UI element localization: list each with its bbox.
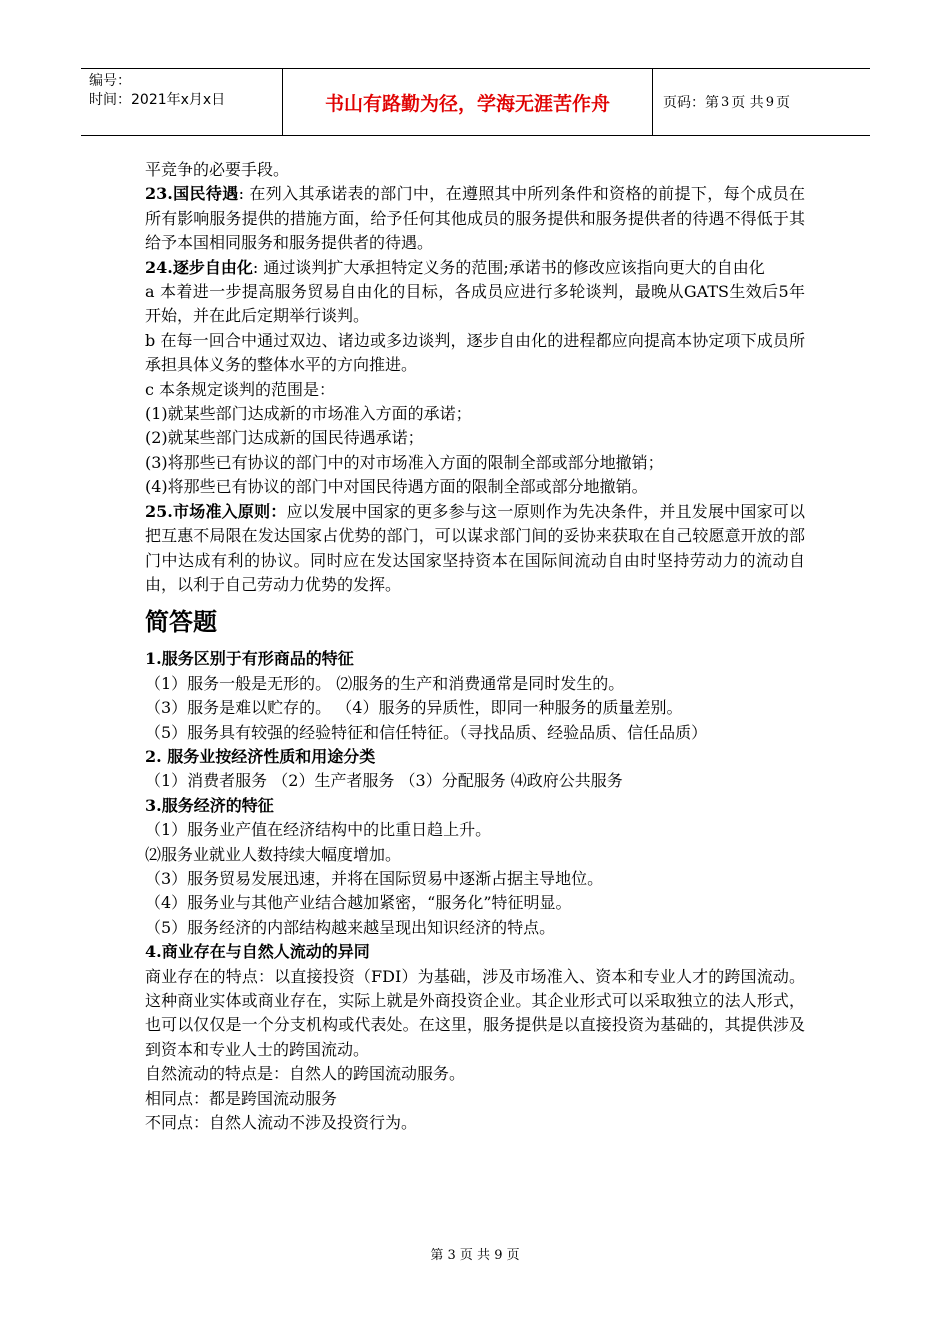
header-page-number: 3: [721, 94, 730, 110]
page-header: [81, 68, 870, 136]
header-left-cell: [81, 69, 282, 135]
header-motto: 书山有路勤为径，学海无涯苦作舟: [282, 69, 653, 135]
question-2-line: （1）消费者服务 （2）生产者服务 （3）分配服务 ⑷政府公共服务: [145, 771, 623, 791]
question-3-line: （4）服务业与其他产业结合越加紧密，“服务化”特征明显。: [145, 893, 572, 913]
question-4-line: 相同点：都是跨国流动服务: [145, 1088, 338, 1108]
question-1-line: （5）服务具有较强的经验特征和信任特征。（寻找品质、经验品质、信任品质）: [145, 722, 708, 742]
header-date-label: 时间：2021年x月x日: [89, 92, 226, 108]
item-23-text: : 在列入其承诺表的部门中，在遵照其中所列条件和资格的前提下，每个成员在所有影响服务提供的措施方面，给予任何其他成员的服务提供和服务提供者的待遇不得低于其给予本国相同服务和服务提供者的待遇。: [145, 184, 805, 253]
question-4-line: 自然流动的特点是：自然人的跨国流动服务。: [145, 1064, 466, 1084]
item-24-c1: (1)就某些部门达成新的市场准入方面的承诺；: [145, 404, 472, 424]
item-23-term: 23.国民待遇: [145, 184, 239, 204]
item-24-b: b 在每一回合中通过双边、诸边或多边谈判，逐步自由化的进程都应向提高本协定项下成员所承担具体义务的整体水平的方向推进。: [145, 330, 805, 375]
question-1-line: （1）服务一般是无形的。 ⑵服务的生产和消费通常是同时发生的。: [145, 673, 625, 693]
item-24-c2: (2)就某些部门达成新的国民待遇承诺；: [145, 428, 424, 448]
item-24-a: a 本着进一步提高服务贸易自由化的目标，各成员应进行多轮谈判，最晚从GATS生效后5年开始，并在此后定期举行谈判。: [145, 282, 805, 326]
header-page-total: 9: [765, 94, 775, 110]
page-footer: 第 3 页 共 9 页: [430, 1248, 520, 1263]
question-1-line: （3）服务是难以贮存的。 （4）服务的异质性，即同一种服务的质量差别。: [145, 698, 683, 718]
item-25-text: 应以发展中国家的更多参与这一原则作为先决条件，并且发展中国家可以把互惠不局限在发达国家占优势的部门，可以谋求部门间的妥协来获取在自己较愿意开放的部门中达成有利的协议。同时应在发达国家坚持资本在国际间流动自由时坚持劳动力的流动自由，以利于自己劳动力优势的发挥。: [145, 501, 805, 594]
item-24: [145, 256, 805, 280]
item-24-c4: (4)将那些已有协议的部门中对国民待遇方面的限制全部或部分地撤销。: [145, 477, 648, 497]
question-1-title: 1.服务区别于有形商品的特征: [145, 649, 354, 669]
item-23: [145, 182, 805, 255]
item-24-term: 24.逐步自由化: [145, 257, 253, 277]
header-page-mid: 页 共: [731, 95, 764, 111]
item-24-text: : 通过谈判扩大承担特定义务的范围;承诺书的修改应该指向更大的自由化: [252, 257, 765, 277]
header-page-prefix: 页码：第: [663, 95, 719, 111]
question-3-line: ⑵服务业就业人数持续大幅度增加。: [145, 844, 402, 864]
item-25-term: 25.市场准入原则：: [145, 501, 287, 521]
section-heading: 简答题: [145, 608, 217, 637]
question-4-title: 4.商业存在与自然人流动的异同: [145, 942, 370, 962]
header-number-label: 编号：: [89, 73, 131, 89]
item-24-c: c 本条规定谈判的范围是：: [145, 379, 336, 399]
question-3-line: （3）服务贸易发展迅速，并将在国际贸易中逐渐占据主导地位。: [145, 868, 604, 888]
question-3-line: （1）服务业产值在经济结构中的比重日趋上升。: [145, 820, 492, 840]
question-3-line: （5）服务经济的内部结构越来越呈现出知识经济的特点。: [145, 917, 556, 937]
item-25: [145, 500, 805, 598]
header-page-info: [653, 69, 870, 135]
question-4-line: 不同点：自然人流动不涉及投资行为。: [145, 1113, 418, 1133]
document-body: [145, 158, 805, 1135]
question-4-line: 商业存在的特点：以直接投资（FDI）为基础，涉及市场准入、资本和专业人才的跨国流动。这种商业实体或商业存在，实际上就是外商投资企业。其企业形式可以采取独立的法人形式，也可以仅仅是一个分支机构或代表处。在这里，服务提供是以直接投资为基础的，其提供涉及到资本和专业人士的跨国流动。: [145, 966, 805, 1059]
item-24-c3: (3)将那些已有协议的部门中的对市场准入方面的限制全部或部分地撤销；: [145, 452, 664, 472]
question-2-title: 2. 服务业按经济性质和用途分类: [145, 746, 376, 766]
body-line: 平竞争的必要手段。: [145, 160, 290, 179]
header-page-suffix: 页: [776, 95, 791, 111]
question-3-title: 3.服务经济的特征: [145, 795, 274, 815]
